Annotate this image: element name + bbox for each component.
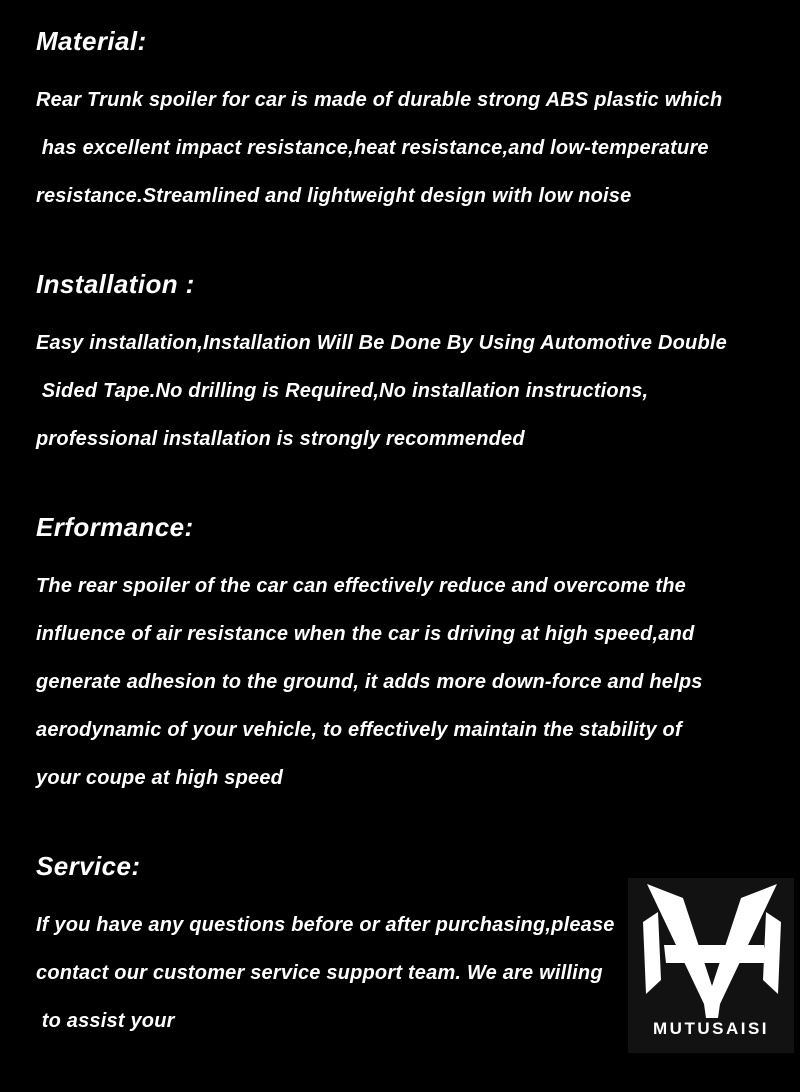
section-text-line: contact our customer service support team. We are willing (36, 962, 603, 984)
text-section (36, 24, 780, 220)
section-text-line: resistance.Streamlined and lightweight design with low noise (36, 185, 632, 207)
section-text-line: Easy installation,Installation Will Be Done By Using Automotive Double (36, 332, 727, 354)
section-text-line: professional installation is strongly recommended (36, 428, 525, 450)
text-section (36, 510, 780, 802)
section-text-line: If you have any questions before or after purchasing,please (36, 914, 615, 936)
section-text-line: has excellent impact resistance,heat resistance,and low-temperature (36, 137, 709, 159)
section-text-line: to assist your (36, 1010, 175, 1032)
section-heading: Installation : (36, 269, 195, 299)
brand-logo-box (628, 878, 794, 1053)
section-text-line: aerodynamic of your vehicle, to effectively maintain the stability of (36, 719, 682, 741)
section-text-line: Rear Trunk spoiler for car is made of durable strong ABS plastic which (36, 89, 723, 111)
section-heading: Erformance: (36, 512, 194, 542)
section-text-line: influence of air resistance when the car is driving at high speed,and (36, 623, 695, 645)
section-text-line: Sided Tape.No drilling is Required,No installation instructions, (36, 380, 649, 402)
section-heading: Material: (36, 26, 147, 56)
ma-monogram-icon (642, 882, 782, 1020)
text-section (36, 267, 780, 463)
section-text-line: generate adhesion to the ground, it adds more down-force and helps (36, 671, 703, 693)
section-text-line: The rear spoiler of the car can effectively reduce and overcome the (36, 575, 686, 597)
section-heading: Service: (36, 851, 141, 881)
brand-name: MUTUSAISI (653, 1019, 769, 1038)
section-text-line: your coupe at high speed (36, 767, 284, 789)
